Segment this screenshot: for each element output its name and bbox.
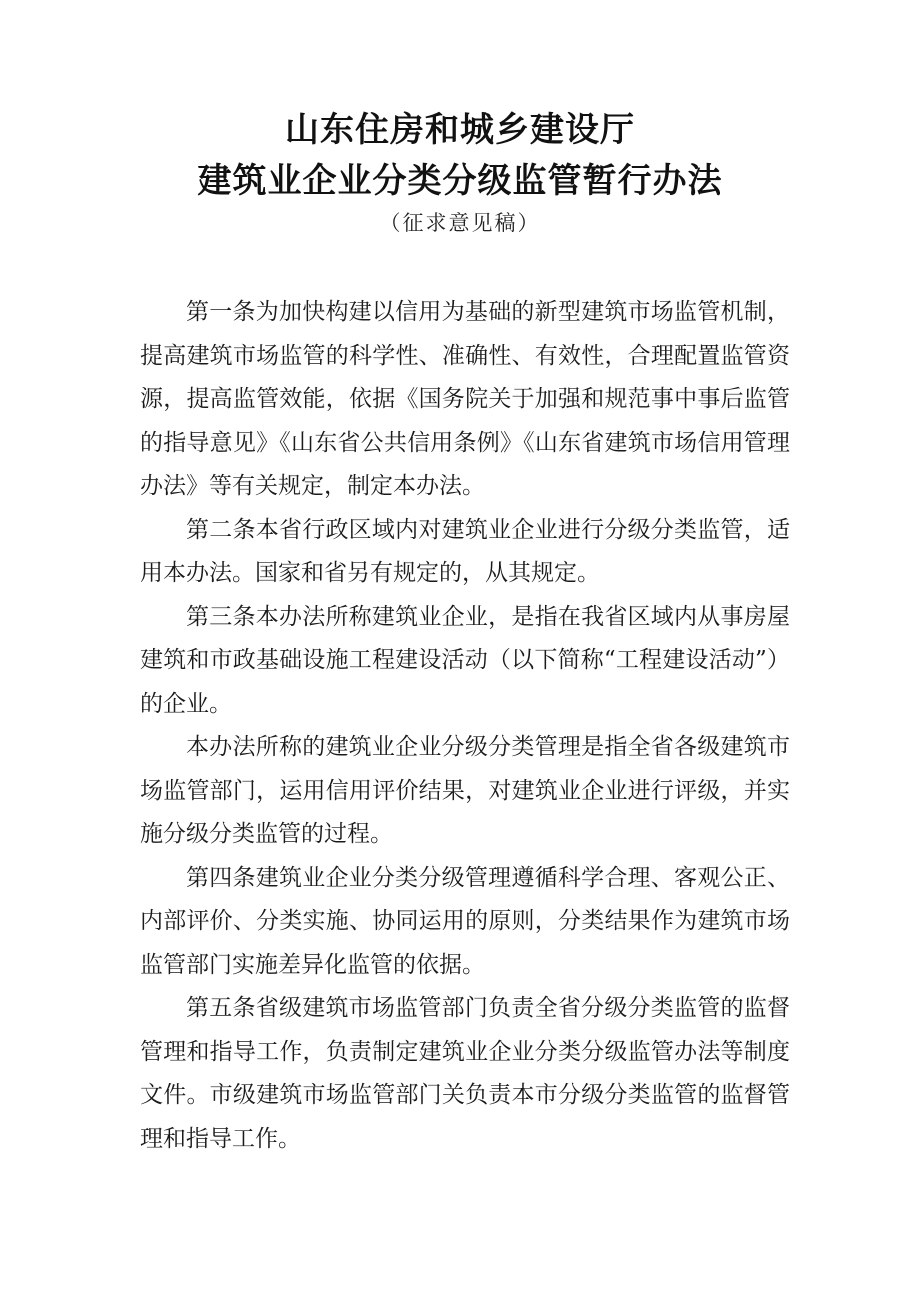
paragraph-article-1: 第一条为加快构建以信用为基础的新型建筑市场监管机制，提高建筑市场监管的科学性、准确性、有效性，合理配置监管资源，提高监管效能，依据《国务院关于加强和规范事中事后监管的指导意见》《山东省公共信用条例》《山东省建筑市场信用管理办法》等有关规定，制定本办法。 [140, 299, 790, 499]
paragraph-article-3: 第三条本办法所称建筑业企业，是指在我省区域内从事房屋建筑和市政基础设施工程建设活动（以下简称“工程建设活动”）的企业。 [140, 603, 790, 717]
paragraph-article-2: 第二条本省行政区域内对建筑业企业进行分级分类监管，适用本办法。国家和省另有规定的，从其规定。 [140, 516, 790, 586]
title-line-1: 山东住房和城乡建设厅 [285, 110, 635, 150]
subtitle: （征求意见稿） [379, 211, 541, 235]
paragraph-article-5: 第五条省级建筑市场监管部门负责全省分级分类监管的监督管理和指导工作，负责制定建筑业企业分类分级监管办法等制度文件。市级建筑市场监管部门关负责本市分级分类监管的监督管理和指导工作。 [140, 995, 790, 1152]
title-line-2: 建筑业企业分类分级监管暂行办法 [197, 161, 723, 201]
paragraph-article-4: 第四条建筑业企业分类分级管理遵循科学合理、客观公正、内部评价、分类实施、协同运用的原则，分类结果作为建筑市场监管部门实施差异化监管的依据。 [140, 864, 790, 978]
document-body [140, 291, 790, 1161]
paragraph-article-3-cont: 本办法所称的建筑业企业分级分类管理是指全省各级建筑市场监管部门，运用信用评价结果，对建筑业企业进行评级，并实施分级分类监管的过程。 [140, 734, 790, 847]
